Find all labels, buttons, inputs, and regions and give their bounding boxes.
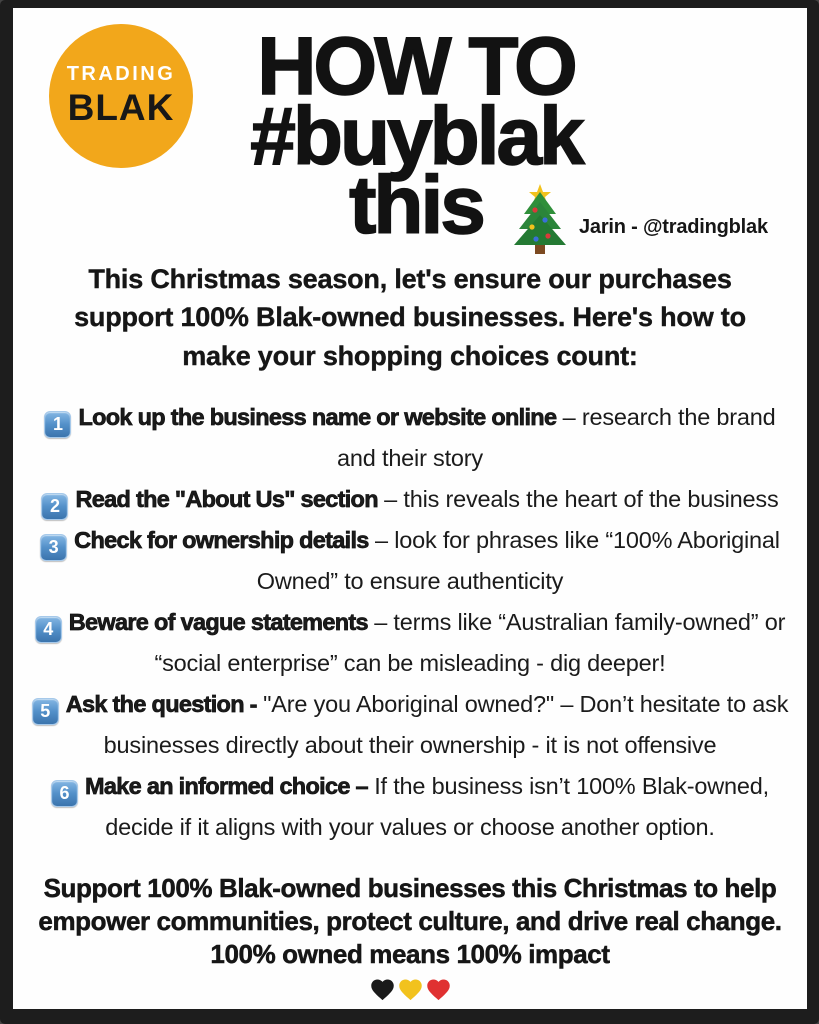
keycap-3-icon: 3: [40, 534, 67, 561]
footer: [13, 872, 807, 1001]
step-4: [23, 602, 797, 684]
header: [13, 8, 807, 260]
step-2-bold: Read the "About Us" section: [75, 485, 378, 512]
step-2-rest: – this reveals the heart of the business: [377, 485, 779, 512]
intro-text: This Christmas season, let's ensure our purchases support 100% Blak-owned businesses. Here's how to make your shopping choices count:: [74, 264, 746, 371]
step-5: [23, 684, 797, 766]
step-6-rest: If the business isn’t 100% Blak-owned, decide if it aligns with your values or choose another option.: [105, 772, 769, 840]
step-1: [23, 397, 797, 479]
title-line-3: this: [349, 160, 483, 252]
step-3: [23, 520, 797, 602]
logo-text-trading: TRADING: [66, 63, 176, 85]
step-2: [23, 479, 797, 520]
step-4-rest: – terms like “Australian family-owned” or “social enterprise” can be misleading - dig deeper!: [154, 608, 786, 676]
footer-tagline: 100% owned means 100% impact: [210, 938, 610, 969]
title-line-1: HOW TO: [257, 21, 575, 112]
keycap-4-icon: 4: [35, 616, 62, 643]
black-heart-icon: [369, 976, 396, 1001]
steps-list: [13, 397, 807, 848]
trading-blak-logo: [49, 24, 193, 168]
logo-text-blak: BLAK: [67, 87, 175, 128]
christmas-tree-icon: [511, 184, 569, 259]
step-5-rest: "Are you Aboriginal owned?" – Don’t hesitate to ask businesses directly about their ownership - it is not offensive: [103, 690, 789, 758]
step-3-rest: – look for phrases like “100% Aboriginal Owned” to ensure authenticity: [256, 526, 780, 594]
keycap-2-icon: 2: [41, 493, 68, 520]
red-heart-icon: [425, 976, 452, 1001]
author-credit: Jarin - @tradingblak: [579, 216, 768, 238]
keycap-5-icon: 5: [32, 698, 59, 725]
step-1-rest: – research the brand and their story: [337, 403, 776, 471]
step-6: [23, 766, 797, 848]
step-6-bold: Make an informed choice –: [85, 772, 368, 799]
keycap-6-icon: 6: [51, 780, 78, 807]
keycap-1-icon: 1: [44, 411, 71, 438]
footer-message: Support 100% Blak-owned businesses this Christmas to help empower communities, protect culture, and drive real change.: [38, 872, 782, 936]
yellow-heart-icon: [397, 976, 424, 1001]
page-title: [181, 21, 651, 252]
title-line-2: #buyblak: [250, 90, 582, 182]
hearts-row: [13, 976, 807, 1001]
step-1-bold: Look up the business name or website online: [78, 403, 557, 430]
step-5-bold: Ask the question -: [65, 690, 257, 717]
step-4-bold: Beware of vague statements: [68, 608, 368, 635]
step-3-bold: Check for ownership details: [74, 526, 369, 553]
